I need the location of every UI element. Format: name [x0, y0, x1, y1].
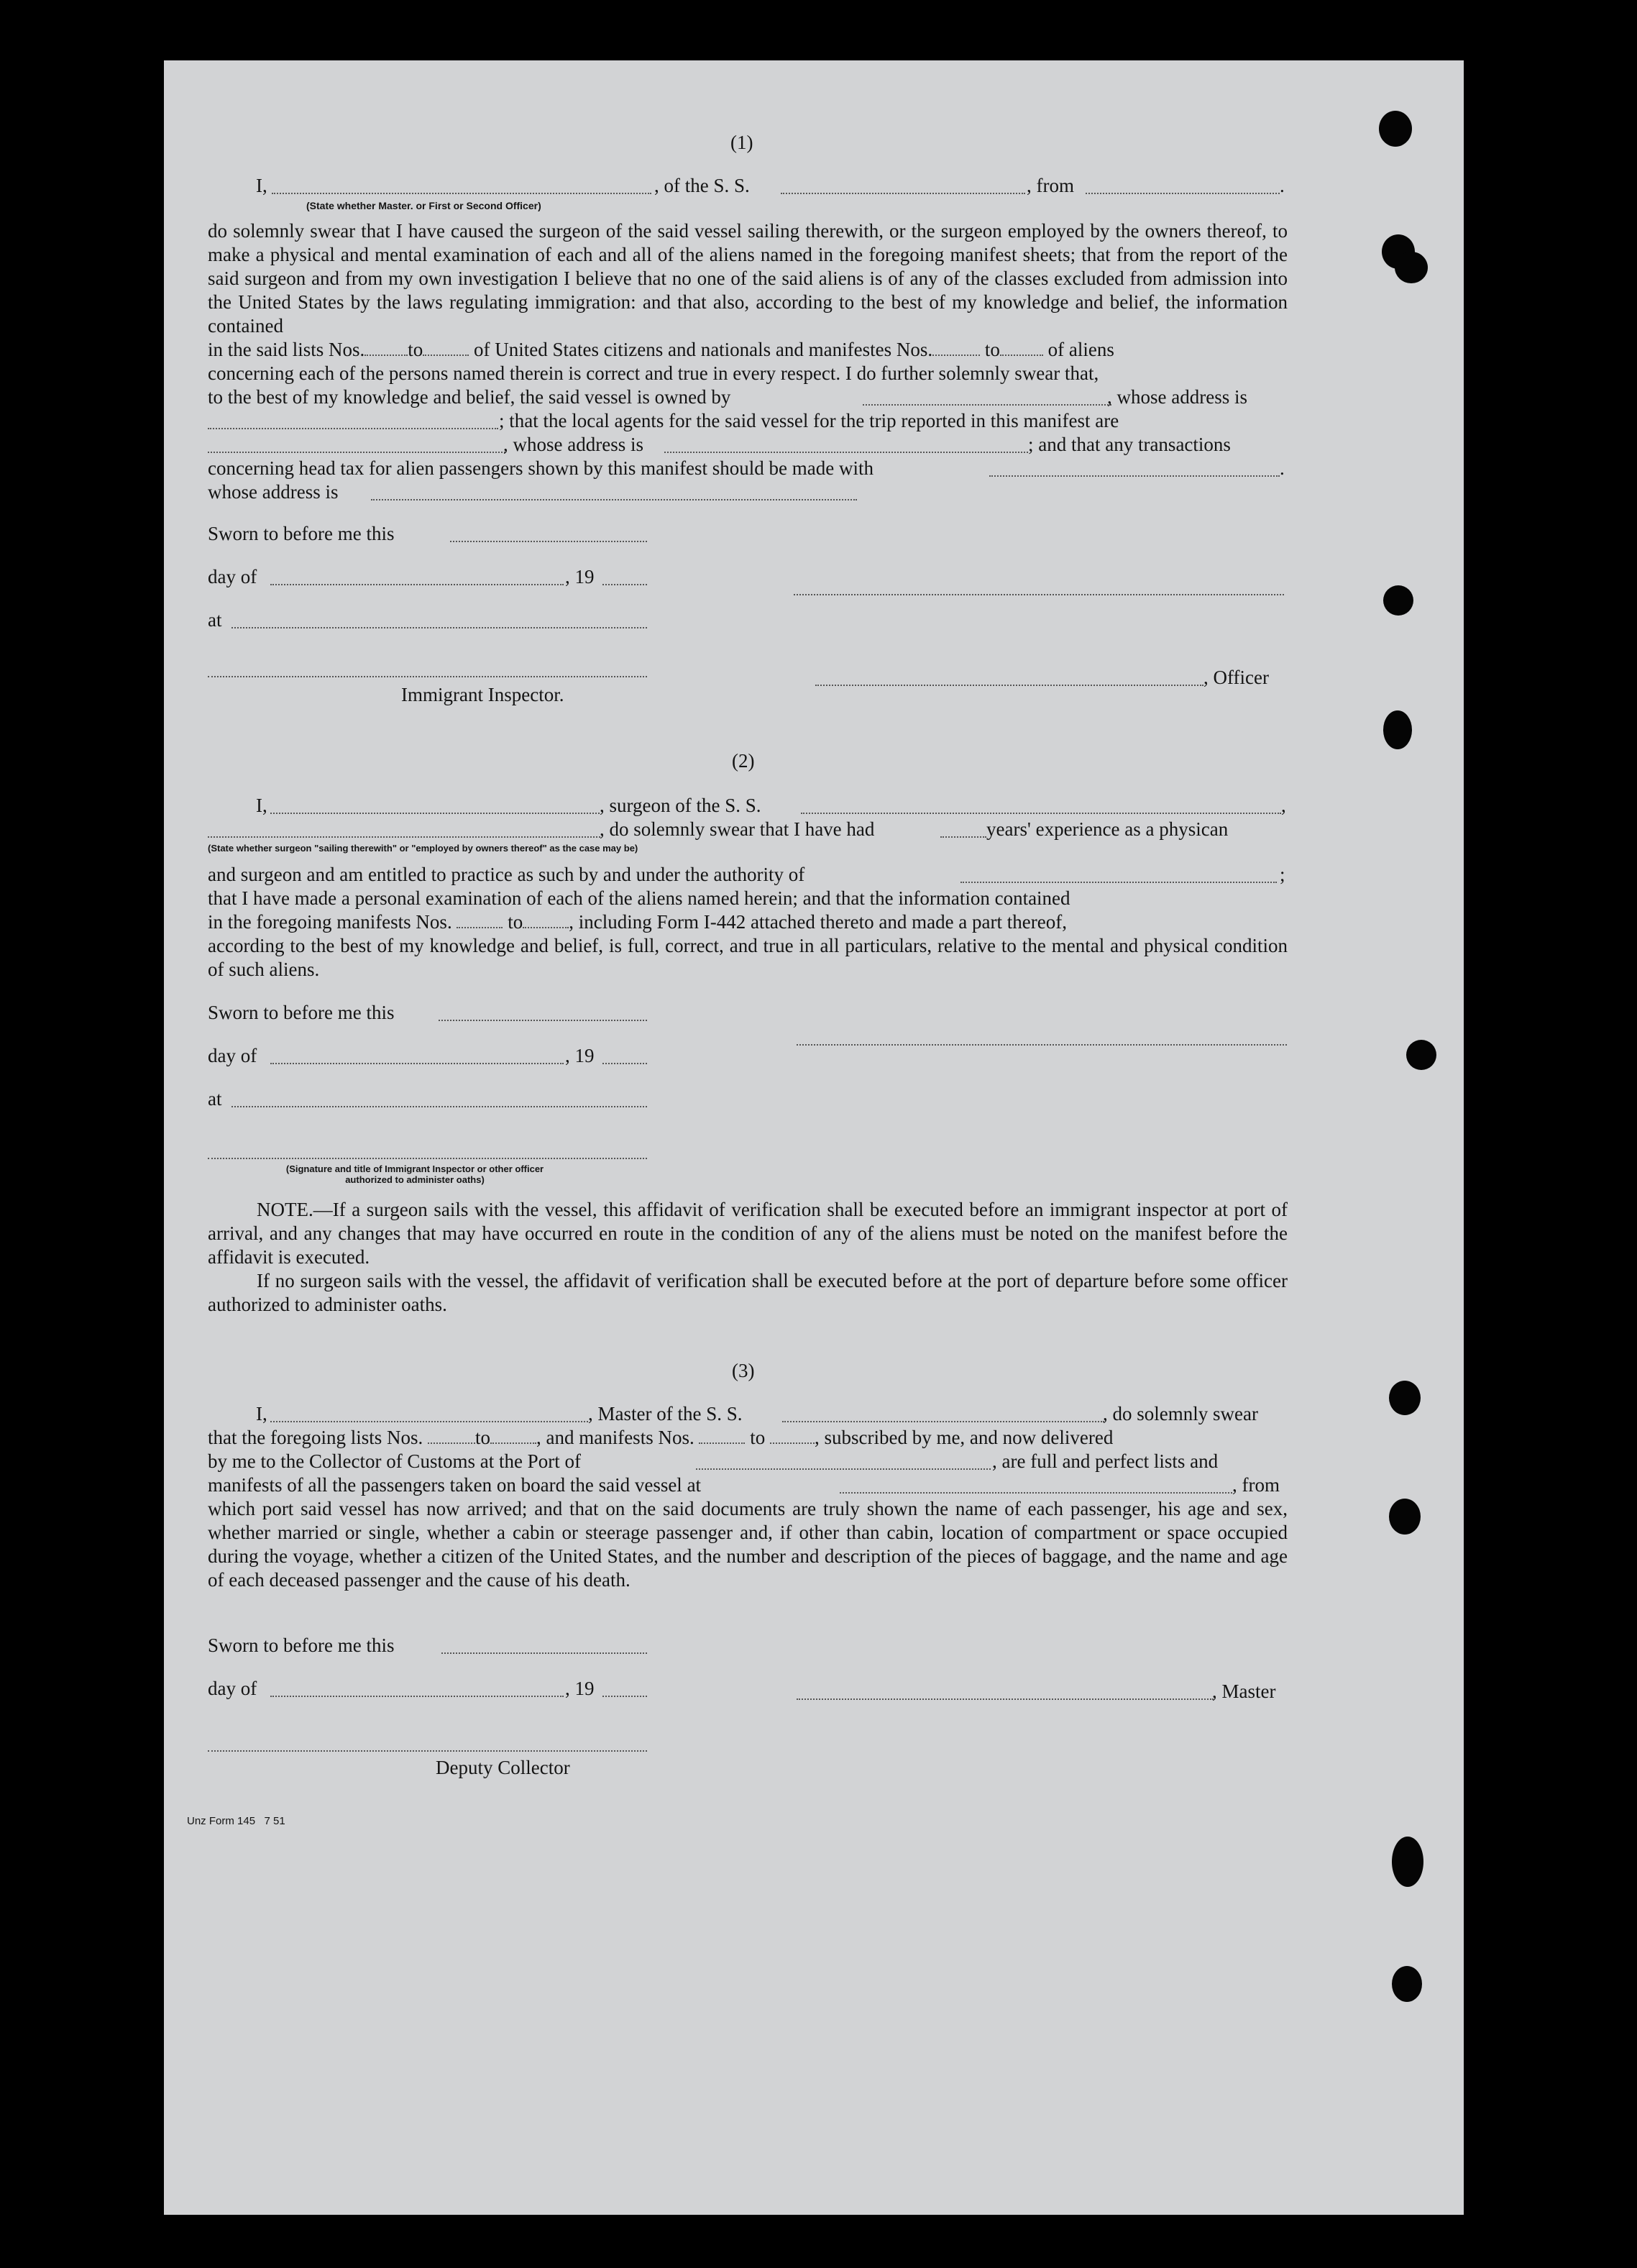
s2-l2-swear: , do solemnly swear that I have had: [600, 818, 875, 840]
s1-year-field[interactable]: [602, 584, 647, 585]
s1-of-aliens: of aliens: [1047, 339, 1114, 360]
s2-inspector-signature-field[interactable]: [208, 1158, 647, 1159]
s1-signature-field[interactable]: [794, 594, 1284, 595]
headtax-address-field[interactable]: [371, 499, 857, 500]
s1-owned-label: to the best of my knowledge and belief, the said vessel is owned by: [208, 386, 731, 408]
s3-solemnly-swear: , do solemnly swear: [1103, 1403, 1258, 1425]
s3-from: , from: [1232, 1474, 1280, 1496]
s1-line1-end: .: [1280, 175, 1285, 196]
s2-note-paragraph-1: NOTE.—If a surgeon sails with the vessel, this affidavit of verification shall be executed before an immigrant inspector at port of arrival, and any changes that may have occurred en route in the condition of any of the aliens must be noted on the manifest before the affidavit is executed.: [208, 1199, 1288, 1268]
s1-at-label: at: [208, 609, 222, 631]
citizen-list-from-field[interactable]: [364, 339, 408, 356]
s3-l1-i: I,: [256, 1403, 267, 1425]
s2-place-field[interactable]: [231, 1106, 647, 1107]
s3-collector-label: by me to the Collector of Customs at the Port of: [208, 1450, 581, 1472]
s2-l1-surgeon-of-ss: , surgeon of the S. S.: [600, 795, 761, 816]
section-2-heading: (2): [732, 750, 755, 772]
s1-officer-signature-field[interactable]: [815, 685, 1203, 686]
s3-sworn-label: Sworn to before me this: [208, 1634, 395, 1656]
s2-surgeon-note: (State whether surgeon "sailing therewith" or "employed by owners thereof" as the case may be): [208, 843, 638, 854]
s3-sworn-day-field[interactable]: [441, 1652, 647, 1654]
s3-dayof-label: day of: [208, 1678, 257, 1699]
alien-manifest-to-field[interactable]: [1000, 339, 1043, 356]
surgeon-name-field[interactable]: [270, 813, 600, 814]
headtax-contact-field[interactable]: [989, 475, 1280, 477]
s1-line1-from: , from: [1027, 175, 1074, 196]
s1-dayof-label: day of: [208, 566, 257, 587]
authority-field[interactable]: [960, 882, 1277, 883]
s3-deputy-label: Deputy Collector: [436, 1757, 570, 1778]
years-experience-field[interactable]: [940, 836, 986, 838]
s2-knowledge-paragraph: according to the best of my knowledge and belief, is full, correct, and true in all particulars, relative to the mental and physical condition of such aliens.: [208, 935, 1288, 980]
master-name-field[interactable]: [272, 193, 651, 194]
s3-master-label: , Master: [1212, 1681, 1276, 1702]
punch-hole: [1395, 252, 1428, 283]
s1-year-label: , 19: [565, 566, 595, 587]
section-1-heading: (1): [730, 132, 753, 153]
s2-sworn-day-field[interactable]: [439, 1020, 647, 1021]
s1-to-2: to: [984, 339, 1000, 360]
s3-year-label: , 19: [565, 1678, 595, 1699]
s1-whose-address: whose address is: [208, 481, 339, 503]
s1-owner-address-label: , whose address is: [1107, 386, 1247, 408]
s2-dayof-label: day of: [208, 1045, 257, 1066]
punch-hole: [1383, 585, 1413, 616]
s1-manifests-label: of United States citizens and nationals and manifestes Nos.: [474, 339, 933, 360]
s1-line1-i: I,: [256, 175, 267, 196]
s3-boarded-label: manifests of all the passengers taken on board the said vessel at: [208, 1474, 702, 1496]
s2-l1-i: I,: [256, 795, 267, 816]
s3-month-field[interactable]: [270, 1696, 564, 1697]
s2-signature-note: (Signature and title of Immigrant Inspector or other officer authorized to administer oaths): [285, 1163, 544, 1185]
punch-hole: [1406, 1040, 1436, 1070]
s3-manifest-from-field[interactable]: [699, 1427, 745, 1444]
s3-master-signature-field[interactable]: [797, 1698, 1214, 1700]
s3-list-from-field[interactable]: [428, 1427, 475, 1444]
s3-master-name-field[interactable]: [270, 1421, 588, 1422]
form-number: Unz Form 145 7 51: [187, 1815, 285, 1827]
s2-vessel-field[interactable]: [801, 813, 1281, 814]
s1-concerning-line: concerning each of the persons named therein is correct and true in every respect. I do further solemnly swear that,: [208, 362, 1099, 384]
s3-subscribed: , subscribed by me, and now delivered: [814, 1427, 1114, 1448]
alien-manifest-from-field[interactable]: [932, 339, 980, 356]
s3-boarding-port-field[interactable]: [840, 1492, 1232, 1494]
s3-vessel-field[interactable]: [782, 1421, 1104, 1422]
from-port-field[interactable]: [1086, 193, 1280, 194]
s1-to-1: to: [408, 339, 423, 360]
s1-officer-note: (State whether Master. or First or Second Officer): [306, 200, 541, 211]
section-3-heading: (3): [732, 1360, 755, 1381]
citizen-list-to-field[interactable]: [423, 339, 469, 356]
s2-to: to: [508, 911, 523, 933]
punch-hole: [1379, 111, 1412, 147]
surgeon-status-field[interactable]: [208, 836, 600, 838]
punch-hole: [1383, 710, 1412, 749]
s3-year-field[interactable]: [602, 1696, 647, 1697]
punch-hole: [1392, 1966, 1422, 2002]
s3-deputy-signature-field[interactable]: [208, 1750, 647, 1752]
s1-owned-line: [208, 385, 730, 409]
s2-signature-field[interactable]: [797, 1044, 1287, 1046]
s3-port-field[interactable]: [696, 1468, 991, 1470]
s3-master-of-ss: , Master of the S. S.: [588, 1403, 743, 1425]
s2-year-label: , 19: [565, 1045, 595, 1066]
s2-note-paragraph-2: If no surgeon sails with the vessel, the affidavit of verification shall be executed before at the port of departure before some officer authorized to administer oaths.: [208, 1270, 1288, 1315]
s2-form-i442: , including Form I-442 attached thereto and made a part thereof,: [569, 911, 1067, 933]
s2-l2-years: years' experience as a physican: [986, 818, 1229, 840]
s1-lists-line: [208, 338, 1114, 362]
s3-to-2: to: [750, 1427, 766, 1448]
s3-list-to-field[interactable]: [490, 1427, 536, 1444]
s3-paragraph: which port said vessel has now arrived; and that on the said documents are truly shown the name of each passenger, his age and sex, whether married or single, whether a cabin or steerage passenger and, if other than cabin, location of compartment or space occupied during the voyage, whether a citizen of the United States, and the number and description of the pieces of baggage, and the name and age of each deceased passenger and the cause of his death.: [208, 1498, 1288, 1591]
s3-to-1: to: [474, 1427, 490, 1448]
punch-hole: [1389, 1381, 1421, 1415]
s1-line1-ofss: , of the S. S.: [654, 175, 750, 196]
punch-hole: [1389, 1499, 1421, 1535]
s1-officer-label: , Officer: [1203, 667, 1269, 688]
s3-manifests-label: , and manifests Nos.: [536, 1427, 694, 1448]
s2-manifest-to-field[interactable]: [523, 911, 569, 928]
s1-sworn-day-field[interactable]: [450, 541, 647, 542]
s1-agent-address-label: , whose address is: [503, 434, 643, 455]
agent-address-field[interactable]: [664, 452, 1028, 453]
s1-place-field[interactable]: [231, 627, 647, 628]
s2-authority-end: ;: [1280, 864, 1285, 885]
s1-headtax-label: concerning head tax for alien passengers shown by this manifest should be made with: [208, 457, 874, 479]
s2-month-field[interactable]: [270, 1063, 564, 1064]
s2-authority-label: and surgeon and am entitled to practice as such by and under the authority of: [208, 864, 805, 885]
s1-lists-label: in the said lists Nos.: [208, 339, 365, 360]
s2-at-label: at: [208, 1088, 222, 1110]
s1-local-agents: ; that the local agents for the said vessel for the trip reported in this manifest are: [499, 410, 1119, 431]
punch-hole: [1392, 1837, 1423, 1887]
s3-lists-line: [208, 1426, 1113, 1450]
s1-headtax-end: .: [1280, 457, 1285, 479]
s1-inspector-signature-field[interactable]: [208, 676, 647, 677]
owner-name-field[interactable]: [863, 404, 1111, 406]
s1-inspector-label: Immigrant Inspector.: [401, 684, 564, 705]
s2-year-field[interactable]: [602, 1063, 647, 1064]
s1-month-field[interactable]: [270, 584, 564, 585]
vessel-name-field[interactable]: [781, 193, 1025, 194]
s3-manifest-to-field[interactable]: [770, 1427, 815, 1444]
s2-manifests-label: in the foregoing manifests Nos.: [208, 911, 452, 933]
s2-sworn-label: Sworn to before me this: [208, 1002, 395, 1023]
s2-examination-line: that I have made a personal examination of each of the aliens named herein; and that the information contained: [208, 887, 1070, 909]
s2-l1-comma: ,: [1281, 795, 1286, 816]
agent-name-field[interactable]: [208, 452, 505, 453]
s2-manifests-line: [208, 910, 1067, 934]
s2-manifest-from-field[interactable]: [457, 911, 503, 928]
s3-perfect-lists: , are full and perfect lists and: [992, 1450, 1219, 1472]
s1-sworn-label: Sworn to before me this: [208, 523, 395, 544]
owner-address-field[interactable]: [208, 428, 498, 429]
s1-transactions: ; and that any transactions: [1028, 434, 1231, 455]
s1-paragraph: do solemnly swear that I have caused the surgeon of the said vessel sailing therewith, or the surgeon employed by the owners thereof, to make a physical and mental examination of each and all of the aliens named in the foregoing manifest sheets; that from the report of the said surgeon and from my own investigation I believe that no one of the said aliens is of any of the classes excluded from admission into the United States by the laws regulating immigration: and that also, according to the best of my knowledge and belief, the information contained: [208, 220, 1288, 337]
s3-lists-label: that the foregoing lists Nos.: [208, 1427, 423, 1448]
